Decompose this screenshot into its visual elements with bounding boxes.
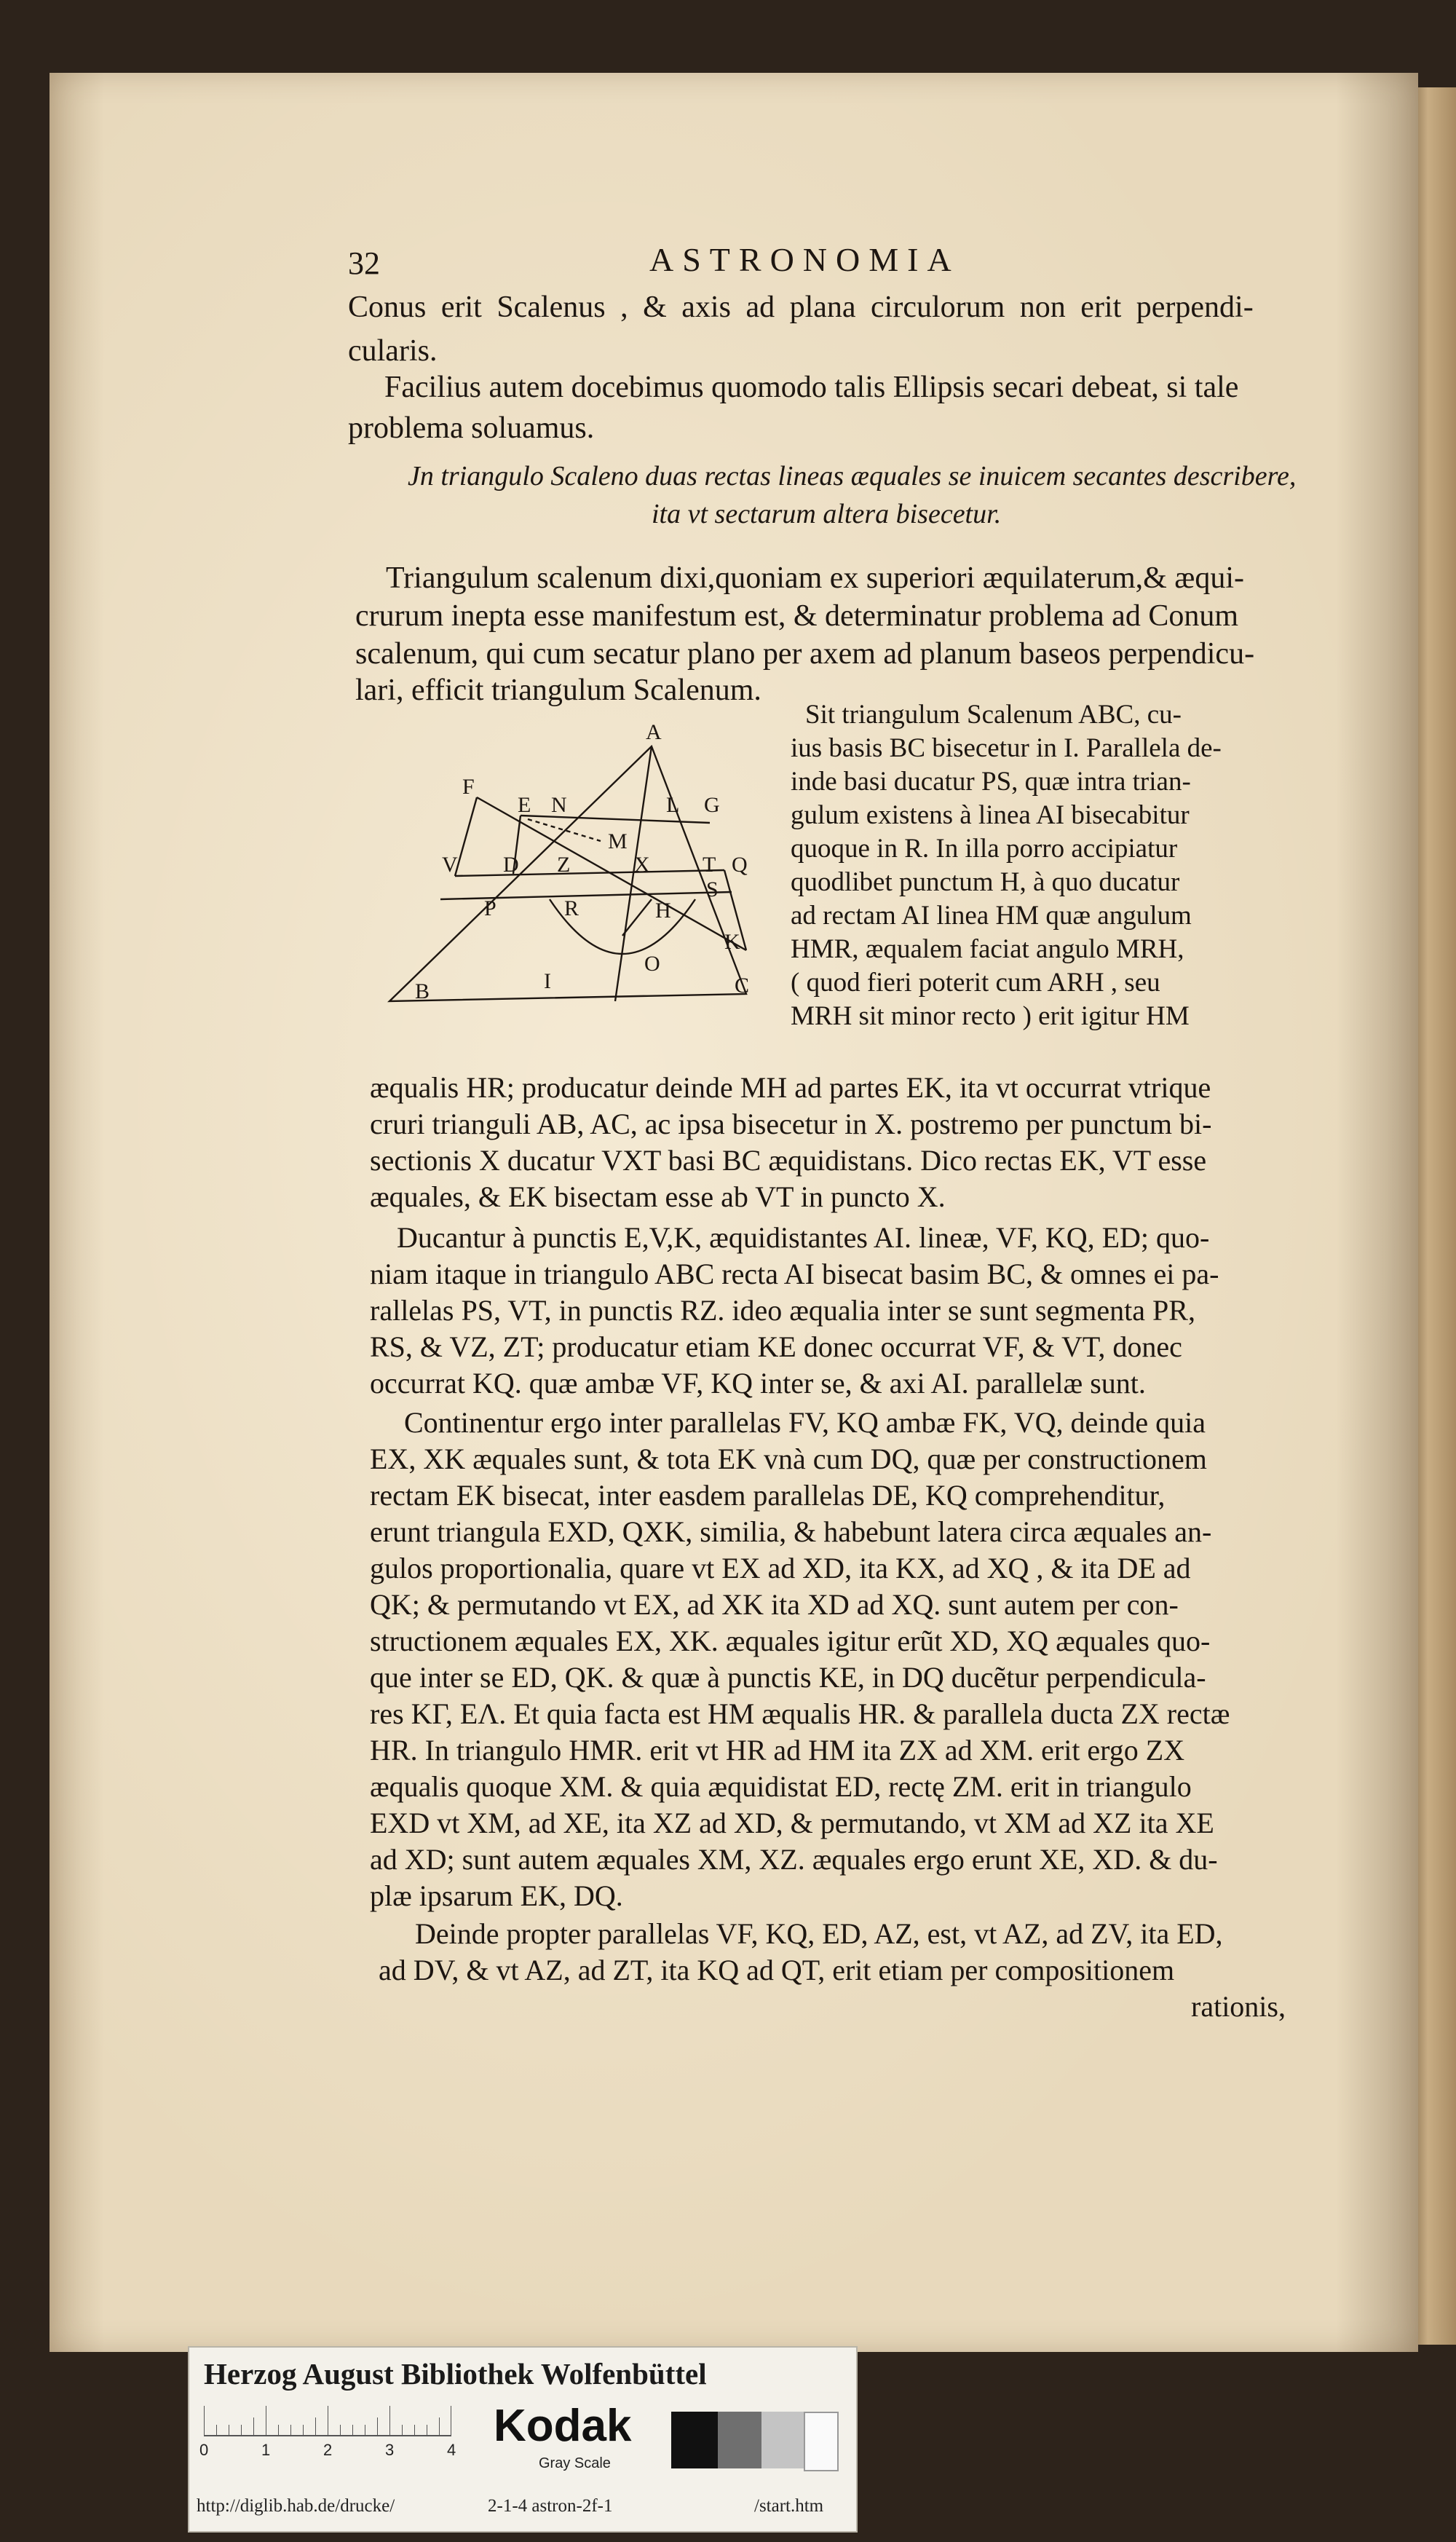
url-start: /start.htm xyxy=(754,2496,824,2516)
text-line: HMR, æqualem faciat angulo MRH, xyxy=(791,934,1184,964)
geometric-figure xyxy=(382,717,775,1023)
label-g: G xyxy=(704,793,720,817)
text-line: cularis. xyxy=(348,334,438,368)
text-line: crurum inepta esse manifestum est, & determinatur problema ad Conum xyxy=(355,599,1238,633)
line-eg xyxy=(521,816,710,823)
ruler-number: 3 xyxy=(385,2441,395,2459)
text-line: Sit triangulum Scalenum ABC, cu- xyxy=(805,700,1182,730)
text-line: rallelas PS, VT, in punctis RZ. ideo æqualia inter se sunt segmenta PR, xyxy=(370,1294,1195,1327)
catchword: rationis, xyxy=(1191,1990,1286,2023)
label-n: N xyxy=(551,793,567,817)
text-line: HR. In triangulo HMR. erit vt HR ad HM ita ZX ad XM. erit ergo ZX xyxy=(370,1734,1185,1767)
text-line: occurrat KQ. quæ ambæ VF, KQ inter se, & axi AI. parallelæ sunt. xyxy=(370,1367,1146,1400)
measurement-ruler xyxy=(204,2406,451,2436)
text-line: gulum existens à linea AI bisecabitur xyxy=(791,800,1190,830)
text-line: gulos proportionalia, quare vt EX ad XD, ita KX, ad XQ , & ita DE ad xyxy=(370,1552,1191,1584)
ruler-number: 4 xyxy=(447,2441,456,2459)
text-line: ( quod fieri poterit cum ARH , seu xyxy=(791,968,1160,998)
text-line: erunt triangula EXD, QXK, similia, & habebunt latera circa æquales an- xyxy=(370,1515,1212,1548)
text-line: Continentur ergo inter parallelas FV, KQ ambæ FK, VQ, deinde quia xyxy=(404,1406,1206,1439)
gray-patch-light xyxy=(761,2412,804,2468)
library-name: Herzog August Bibliothek Wolfenbüttel xyxy=(204,2357,707,2391)
ruler-number: 2 xyxy=(323,2441,333,2459)
heading-italic-line: Jn triangulo Scaleno duas rectas lineas æquales se inuicem secantes describere, xyxy=(408,461,1297,492)
label-p: P xyxy=(484,896,496,920)
text-line: Conus erit Scalenus , & axis ad plana circulorum non erit perpendi- xyxy=(348,291,1254,324)
label-v: V xyxy=(442,853,458,877)
text-line: Triangulum scalenum dixi,quoniam ex superiori æquilaterum,& æqui- xyxy=(386,561,1244,595)
text-line: cruri trianguli AB, AC, ac ipsa bisecetur in X. postremo per punctum bi- xyxy=(370,1108,1212,1140)
text-line: res KΓ, EΛ. Et quia facta est HM æqualis HR. & parallela ducta ZX rectæ xyxy=(370,1697,1230,1730)
gray-patch-black xyxy=(671,2412,718,2468)
line-fv xyxy=(455,797,477,876)
text-line: EXD vt XM, ad XE, ita XZ ad XD, & permutando, vt XM ad XZ ita XE xyxy=(370,1807,1214,1839)
heading-italic-line: ita vt sectarum altera bisecetur. xyxy=(652,499,1002,529)
running-title: ASTRONOMIA xyxy=(649,241,960,278)
label-f: F xyxy=(462,775,475,799)
text-line: QK; & permutando vt EX, ad XK ita XD ad XQ. sunt autem per con- xyxy=(370,1588,1179,1621)
text-line: plæ ipsarum EK, DQ. xyxy=(370,1879,623,1912)
label-x: X xyxy=(634,853,650,877)
label-t: T xyxy=(703,853,716,877)
text-line: ad rectam AI linea HM quæ angulum xyxy=(791,901,1192,931)
label-i: I xyxy=(544,969,551,993)
ruler-number: 0 xyxy=(199,2441,209,2459)
label-e: E xyxy=(518,793,531,817)
text-line: MRH sit minor recto ) erit igitur HM xyxy=(791,1001,1190,1031)
label-a: A xyxy=(646,720,662,744)
label-z: Z xyxy=(557,853,571,877)
text-line: rectam EK bisecat, inter easdem parallelas DE, KQ comprehenditur, xyxy=(370,1479,1166,1512)
text-line: ad XD; sunt autem æquales XM, XZ. æquales ergo erunt XE, XD. & du- xyxy=(370,1843,1218,1876)
text-line: æquales, & EK bisectam esse ab VT in puncto X. xyxy=(370,1180,946,1213)
text-line: sectionis X ducatur VXT basi BC æquidistans. Dico rectas EK, VT esse xyxy=(370,1144,1207,1177)
label-m: M xyxy=(608,829,628,853)
text-line: que inter se ED, QK. & quæ à punctis KE, in DQ ducẽtur perpendicula- xyxy=(370,1661,1206,1694)
label-c: C xyxy=(735,974,750,998)
gray-patch-mid xyxy=(718,2412,761,2468)
label-r: R xyxy=(564,896,579,920)
text-line: EX, XK æquales sunt, & tota EK vnà cum DQ, quæ per constructionem xyxy=(370,1442,1207,1475)
text-line: niam itaque in triangulo ABC recta AI bisecat basim BC, & omnes ei pa- xyxy=(370,1258,1219,1290)
text-line: quoque in R. In illa porro accipiatur xyxy=(791,834,1178,864)
text-line: quodlibet punctum H, à quo ducatur xyxy=(791,867,1180,897)
gray-scale-label: Gray Scale xyxy=(539,2455,611,2471)
text-line: RS, & VZ, ZT; producatur etiam KE donec occurrat VF, & VT, donec xyxy=(370,1330,1182,1363)
label-l: L xyxy=(666,793,680,817)
text-line: structionem æquales EX, XK. æquales igitur erũt XD, XQ æquales quo- xyxy=(370,1625,1211,1657)
url-shelfmark: 2-1-4 astron-2f-1 xyxy=(488,2496,613,2516)
text-line: Deinde propter parallelas VF, KQ, ED, AZ, est, vt AZ, ad ZV, ita ED, xyxy=(415,1917,1223,1950)
label-o: O xyxy=(644,952,660,976)
text-line: Ducantur à punctis E,V,K, æquidistantes AI. lineæ, VF, KQ, ED; quo- xyxy=(397,1221,1210,1254)
label-q: Q xyxy=(732,853,748,877)
label-k: K xyxy=(724,930,740,954)
label-h: H xyxy=(655,899,671,923)
library-target-card xyxy=(188,2346,858,2533)
line-vt xyxy=(455,870,724,876)
label-s: S xyxy=(706,877,719,901)
text-line: æqualis quoque XM. & quia æquidistat ED, rectę ZM. erit in triangulo xyxy=(370,1770,1192,1803)
text-line: problema soluamus. xyxy=(348,411,595,445)
text-line: Facilius autem docebimus quomodo talis Ellipsis secari debeat, si tale xyxy=(384,371,1239,404)
text-line: æqualis HR; producatur deinde MH ad partes EK, ita vt occurrat vtrique xyxy=(370,1071,1211,1104)
label-b: B xyxy=(415,979,430,1003)
kodak-logo: Kodak xyxy=(494,2401,632,2451)
page-number: 32 xyxy=(348,245,380,281)
text-line: ius basis BC bisecetur in I. Parallela de- xyxy=(791,733,1222,763)
text-line: lari, efficit triangulum Scalenum. xyxy=(355,674,761,707)
text-line: inde basi ducatur PS, quæ intra trian- xyxy=(791,767,1191,797)
url-base: http://diglib.hab.de/drucke/ xyxy=(197,2496,395,2516)
text-line: scalenum, qui cum secatur plano per axem ad planum baseos perpendicu- xyxy=(355,637,1255,671)
gray-patch-white xyxy=(804,2412,839,2471)
label-d: D xyxy=(503,853,519,877)
ruler-number: 1 xyxy=(261,2441,271,2459)
text-line: ad DV, & vt AZ, ad ZT, ita KQ ad QT, erit etiam per compositionem xyxy=(379,1954,1175,1986)
